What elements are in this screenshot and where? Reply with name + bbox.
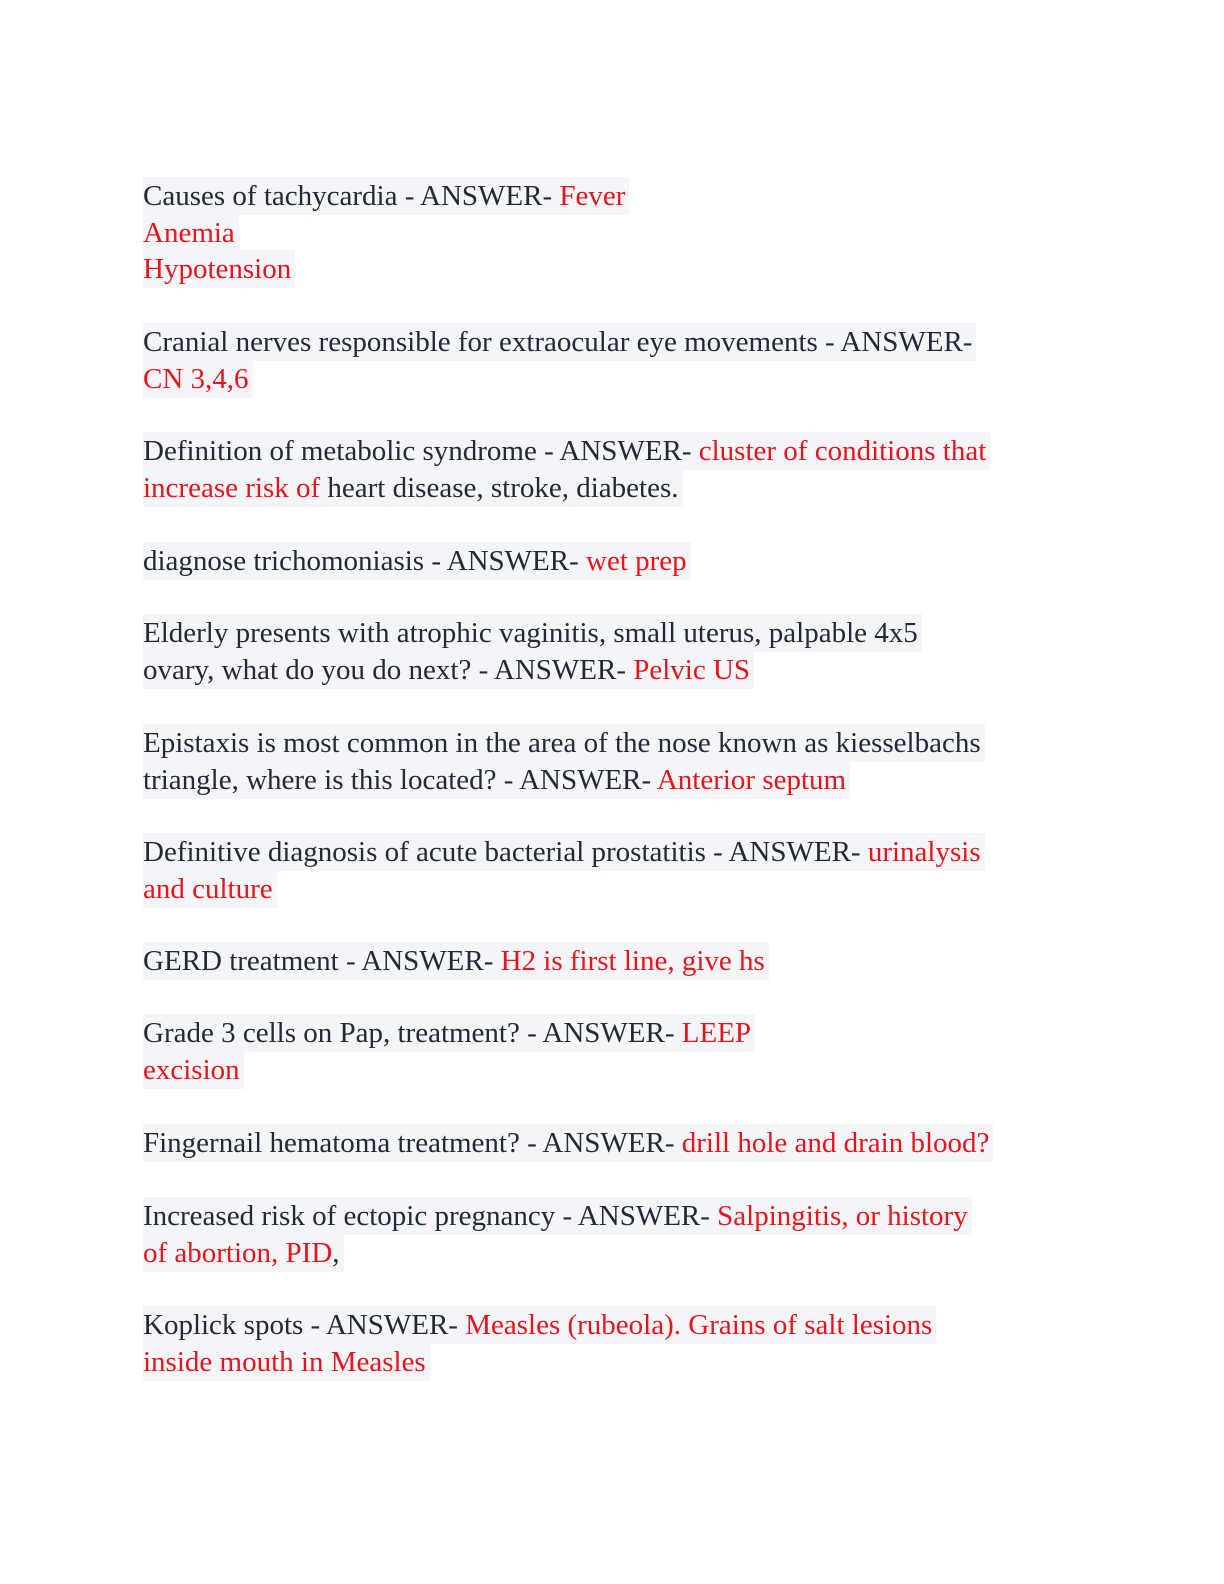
question-text: triangle, where is this located? - ANSWER- (143, 763, 657, 796)
qa-item-koplick-spots (143, 1307, 1083, 1380)
qa-item-ectopic-pregnancy (143, 1198, 1083, 1271)
question-text: heart disease, stroke, diabetes. (320, 471, 679, 504)
question-text: Epistaxis is most common in the area of the nose known as kiesselbachs (143, 727, 981, 759)
question-text: Definition of metabolic syndrome - ANSWER- (143, 435, 699, 467)
answer-text: excision (143, 1053, 240, 1086)
qa-item-epistaxis (143, 725, 1083, 798)
question-text: , (332, 1236, 340, 1269)
qa-item-atrophic-vaginitis (143, 615, 1083, 688)
answer-text: Hypotension (143, 253, 292, 285)
qa-item-pap-grade3 (143, 1015, 1083, 1088)
question-text: Elderly presents with atrophic vaginitis, small uterus, palpable 4x5 (143, 617, 918, 649)
question-text: ovary, what do you do next? - ANSWER- (143, 653, 634, 686)
answer-text: inside mouth in Measles (143, 1345, 426, 1378)
qa-item-metabolic-syndrome (143, 433, 1083, 506)
question-text: Koplick spots - ANSWER- (143, 1309, 466, 1341)
question-text: Cranial nerves responsible for extraocular eye movements - ANSWER- (143, 326, 973, 358)
question-text: Increased risk of ectopic pregnancy - ANSWER- (143, 1200, 718, 1232)
question-text: Causes of tachycardia - ANSWER- (143, 180, 560, 212)
answer-text: LEEP (681, 1017, 752, 1049)
question-text: Grade 3 cells on Pap, treatment? - ANSWER- (143, 1017, 682, 1049)
answer-text: cluster of conditions that (698, 435, 987, 467)
question-text: diagnose trichomoniasis - ANSWER- (143, 545, 587, 577)
question-text: Definitive diagnosis of acute bacterial prostatitis - ANSWER- (143, 836, 868, 868)
answer-text: Anterior septum (656, 763, 847, 796)
answer-text: Anemia (143, 216, 235, 249)
answer-text: Fever (559, 180, 626, 212)
answer-text: Salpingitis, or history (717, 1200, 968, 1232)
qa-item-prostatitis (143, 834, 1083, 907)
answer-text: Pelvic US (633, 653, 751, 686)
qa-item-gerd (143, 943, 1083, 980)
qa-item-trichomoniasis (143, 543, 1083, 580)
answer-text: drill hole and drain blood? (681, 1127, 990, 1159)
answer-text: increase risk of (143, 471, 321, 504)
question-text: Fingernail hematoma treatment? - ANSWER- (143, 1127, 682, 1159)
answer-text: of abortion, PID (143, 1236, 333, 1269)
qa-item-cranial-nerves (143, 324, 1083, 397)
answer-text: CN 3,4,6 (143, 362, 249, 395)
answer-text: wet prep (586, 545, 687, 577)
answer-text: urinalysis (867, 836, 981, 868)
question-text: GERD treatment - ANSWER- (143, 945, 501, 977)
qa-item-fingernail-hematoma (143, 1125, 1083, 1162)
answer-text: and culture (143, 872, 273, 905)
answer-text: H2 is first line, give hs (500, 945, 765, 977)
answer-text: Measles (rubeola). Grains of salt lesions (465, 1309, 933, 1341)
qa-item-tachycardia (143, 178, 1083, 288)
